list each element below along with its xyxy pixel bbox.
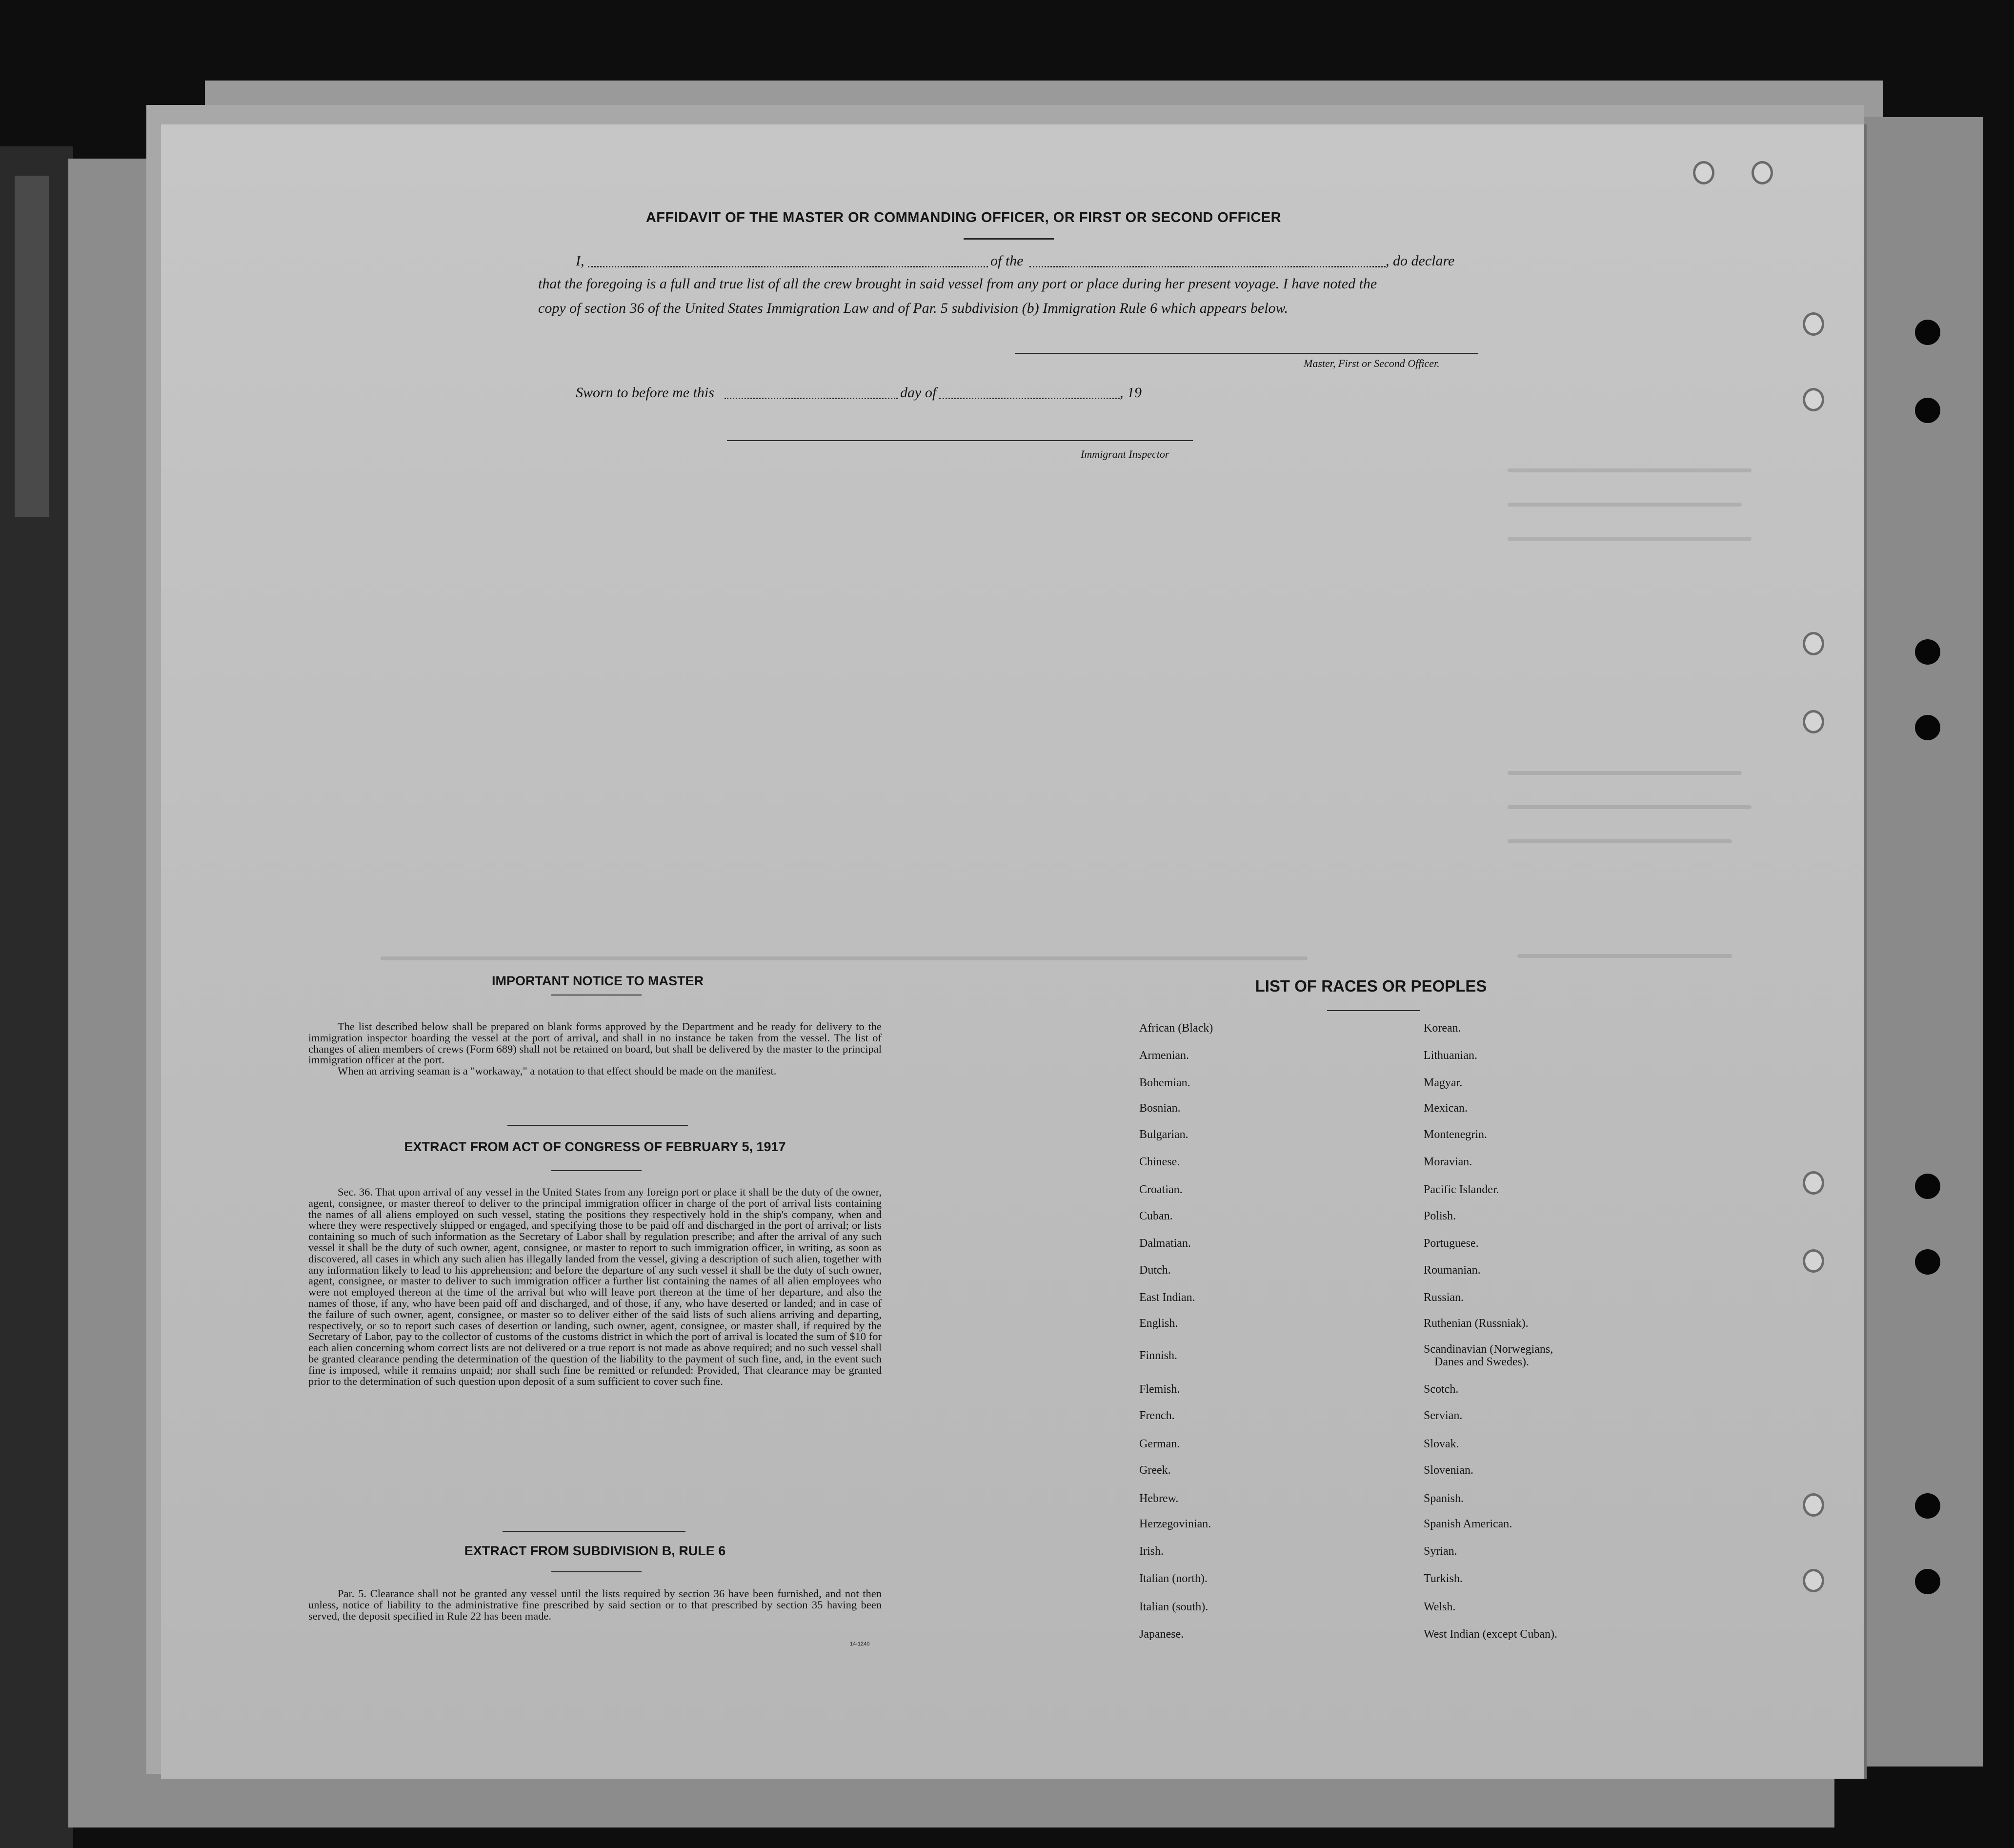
notice-title: IMPORTANT NOTICE TO MASTER <box>492 974 704 988</box>
race-left-item: Italian (south). <box>1139 1601 1208 1613</box>
vessel-blank <box>1029 266 1386 267</box>
rule-body <box>308 1588 882 1622</box>
reinforcement-ring <box>1803 1171 1824 1195</box>
notice-para-1: The list described below shall be prepared on blank forms approved by the Department and be ready for delivery to the immigration inspector boarding the vessel at the port of arrival, and shall in no instance be taken from the vessel. The list of changes of alien members of crews (Form 689) shall not be retained on board, but shall be delivered by the master to the principal immigration officer at the port. <box>308 1020 882 1066</box>
race-left-item: Dalmatian. <box>1139 1237 1191 1250</box>
races-title: LIST OF RACES OR PEOPLES <box>1255 977 1487 995</box>
race-right-item: West Indian (except Cuban). <box>1424 1628 1557 1641</box>
act-title: EXTRACT FROM ACT OF CONGRESS OF FEBRUARY 5, 1917 <box>404 1139 786 1154</box>
race-left-item: Dutch. <box>1139 1264 1171 1277</box>
race-right-item: Slovak. <box>1424 1438 1459 1450</box>
race-left-item: Croatian. <box>1139 1183 1183 1196</box>
rule-text: Par. 5. Clearance shall not be granted any vessel until the lists required by section 36 have been furnished, and not then unless, notice of liability to the administrative fine prescribed by said section or to that prescribed by section 35 having been served, the deposit specified in Rule 22 has been made. <box>308 1587 882 1622</box>
race-right-item: Portuguese. <box>1424 1237 1479 1250</box>
race-right-item: Danes and Swedes). <box>1434 1356 1529 1368</box>
race-right-item: Spanish American. <box>1424 1518 1512 1530</box>
section-divider <box>507 1125 688 1126</box>
punch-hole <box>1915 1569 1940 1594</box>
race-right-item: Pacific Islander. <box>1424 1183 1499 1196</box>
race-left-item: Armenian. <box>1139 1049 1189 1062</box>
reinforcement-ring <box>1803 1493 1824 1517</box>
sworn-text: Sworn to before me this <box>576 385 714 401</box>
reinforcement-ring <box>1803 1249 1824 1273</box>
section-divider <box>503 1531 685 1532</box>
rule-rule <box>551 1571 642 1572</box>
form-code: 14-1240 <box>850 1641 870 1647</box>
sworn-day-blank <box>725 398 898 399</box>
act-text: Sec. 36. That upon arrival of any vessel in the United States from any foreign port or place it shall be the duty of the owner, agent, consignee, or master thereof to deliver to the principal immigration officer in charge of the port of arrival lists containing the names of all aliens employed on such vessel, stating the positions they respectively hold in the ship's company, when and where they were respectively shipped or engaged, and specifying those to be paid off and discharged in the port of arrival; or lists containing so much of such information as the Secretary of Labor shall by regulation prescribe; and after the arrival of any such vessel it shall be the duty of such owner, agent, consignee, or master to report to such immigration officer, in writing, as soon as discovered, all cases in which any such alien has illegally landed from the vessel, giving a description of such alien, together with any information likely to lead to his apprehension; and before the departure of any such vessel it shall be the duty of such owner, agent, consignee, or master to deliver to such immigration officer a further list containing the names of all alien employees who were not employed thereon at the time of the arrival but who will leave port thereon at the time of her departure, and also the names of those, if any, who have been paid off and discharged, and of those, if any, who have deserted or landed; and in case of the failure of such owner, agent, consignee, or master so to deliver either of the said lists of such aliens arriving and departing, respectively, or so to report such cases of desertion or landing, such owner, agent, consignee, or master shall, if required by the Secretary of Labor, pay to the collector of customs of the customs district in which the port of arrival is located the sum of $10 for each alien concerning whom correct lists are not delivered or a true report is not made as above required; and no such vessel shall be granted clearance pending the determination of the question of the liability to the payment of such fine, and, in the event such fine is imposed, while it remains unpaid; nor shall such fine be remitted or refunded: Provided, That clearance may be granted prior to the determination of such question upon deposit of a sum sufficient to cover such fine. <box>308 1186 882 1387</box>
act-body <box>308 1187 882 1387</box>
race-left-item: English. <box>1139 1317 1178 1330</box>
reinforcement-ring <box>1803 312 1824 336</box>
races-rule <box>1327 1010 1420 1011</box>
reinforcement-ring <box>1803 632 1824 655</box>
rule-title: EXTRACT FROM SUBDIVISION B, RULE 6 <box>464 1543 726 1558</box>
race-left-item: Irish. <box>1139 1545 1164 1558</box>
bleed-through <box>1517 954 1732 958</box>
reinforcement-ring <box>1803 1569 1824 1592</box>
race-right-item: Scandinavian (Norwegians, <box>1424 1343 1553 1356</box>
race-right-item: Moravian. <box>1424 1156 1472 1168</box>
race-right-item: Lithuanian. <box>1424 1049 1477 1062</box>
punch-hole <box>1915 1249 1940 1275</box>
inspector-line <box>727 440 1193 441</box>
inspector-label: Immigrant Inspector <box>1081 448 1169 460</box>
bleed-through <box>1508 805 1752 809</box>
reinforcement-ring <box>1803 710 1824 733</box>
race-right-item: Roumanian. <box>1424 1264 1481 1277</box>
race-right-item: Scotch. <box>1424 1383 1459 1396</box>
signature-label: Master, First or Second Officer. <box>1304 357 1440 369</box>
title-rule <box>964 238 1054 240</box>
race-right-item: Magyar. <box>1424 1076 1463 1089</box>
race-left-item: French. <box>1139 1409 1175 1422</box>
race-left-item: Cuban. <box>1139 1210 1173 1222</box>
race-right-item: Mexican. <box>1424 1102 1468 1115</box>
day-of-text: day of <box>900 385 937 401</box>
race-left-item: Chinese. <box>1139 1156 1180 1168</box>
act-rule <box>551 1170 642 1171</box>
race-left-item: Japanese. <box>1139 1628 1184 1641</box>
bleed-through <box>1508 503 1742 507</box>
race-left-item: Bohemian. <box>1139 1076 1190 1089</box>
reinforcement-ring <box>1752 161 1773 184</box>
affidavit-line2: that the foregoing is a full and true list of all the crew brought in said vessel from any port or place during her present voyage. I have noted the <box>538 276 1377 292</box>
manifest-page <box>161 124 1867 1779</box>
race-right-item: Welsh. <box>1424 1601 1456 1613</box>
name-blank <box>588 266 988 267</box>
race-left-item: German. <box>1139 1438 1180 1450</box>
affidavit-declare: , do declare <box>1386 253 1455 269</box>
affidavit-title: AFFIDAVIT OF THE MASTER OR COMMANDING OFFICER, OR FIRST OR SECOND OFFICER <box>645 210 1282 225</box>
bleed-through <box>381 956 1308 960</box>
race-right-item: Korean. <box>1424 1022 1461 1035</box>
race-right-item: Slovenian. <box>1424 1464 1473 1477</box>
affidavit-line3: copy of section 36 of the United States Immigration Law and of Par. 5 subdivision (b) Immigration Rule 6 which appears below. <box>538 300 1288 316</box>
reinforcement-ring <box>1693 161 1714 184</box>
affidavit-of-the: of the <box>990 253 1024 269</box>
race-left-item: East Indian. <box>1139 1291 1195 1304</box>
bleed-through <box>1508 771 1742 775</box>
bleed-through <box>1508 468 1752 472</box>
year-text: , 19 <box>1120 385 1142 401</box>
punch-hole <box>1915 320 1940 345</box>
race-right-item: Polish. <box>1424 1210 1456 1222</box>
race-left-item: Herzegovinian. <box>1139 1518 1211 1530</box>
bleed-through <box>1508 839 1732 843</box>
reinforcement-ring <box>1803 388 1824 411</box>
race-left-item: African (Black) <box>1139 1022 1213 1035</box>
notice-para-2: When an arriving seaman is a "workaway," a notation to that effect should be made on the manifest. <box>338 1065 777 1077</box>
race-left-item: Greek. <box>1139 1464 1171 1477</box>
race-left-item: Bosnian. <box>1139 1102 1181 1115</box>
race-right-item: Syrian. <box>1424 1545 1457 1558</box>
binder-edge-shadow <box>15 176 49 517</box>
bleed-through <box>1508 537 1752 541</box>
race-right-item: Russian. <box>1424 1291 1464 1304</box>
race-left-item: Bulgarian. <box>1139 1128 1188 1141</box>
race-right-item: Montenegrin. <box>1424 1128 1487 1141</box>
race-right-item: Turkish. <box>1424 1572 1463 1585</box>
punch-hole <box>1915 398 1940 423</box>
signature-line <box>1015 353 1478 354</box>
punch-hole <box>1915 639 1940 665</box>
race-right-item: Servian. <box>1424 1409 1463 1422</box>
race-left-item: Flemish. <box>1139 1383 1180 1396</box>
affidavit-i: I, <box>576 253 584 269</box>
race-left-item: Finnish. <box>1139 1349 1178 1362</box>
race-right-item: Spanish. <box>1424 1492 1464 1505</box>
race-left-item: Hebrew. <box>1139 1492 1179 1505</box>
punch-hole <box>1915 715 1940 740</box>
punch-hole <box>1915 1493 1940 1519</box>
month-blank <box>939 398 1120 399</box>
notice-body <box>308 1021 882 1077</box>
race-left-item: Italian (north). <box>1139 1572 1208 1585</box>
punch-hole <box>1915 1174 1940 1199</box>
race-right-item: Ruthenian (Russniak). <box>1424 1317 1529 1330</box>
